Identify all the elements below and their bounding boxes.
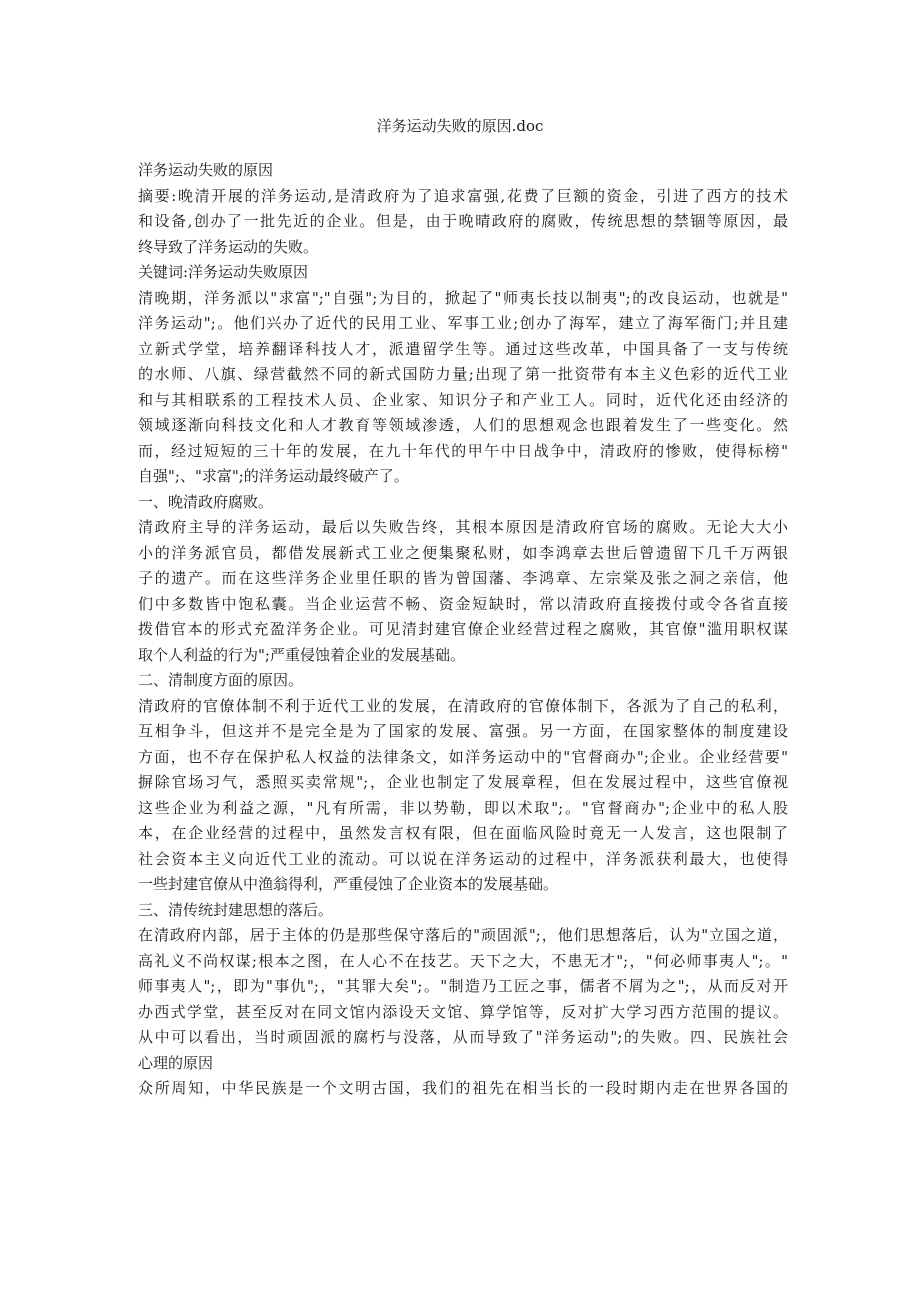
text-line: 领域逐渐向科技文化和人才教育等领域渗透，人们的思想观念也跟着发生了一些变化。然 <box>138 416 788 434</box>
text-line: 关键词:洋务运动失败原因 <box>138 263 309 281</box>
text-line: 摒除官场习气，悉照买卖常规";，企业也制定了发展章程，但在发展过程中，这些官僚视 <box>138 773 788 791</box>
text-line: 清政府主导的洋务运动，最后以失败告终，其根本原因是清政府官场的腐败。无论大大小 <box>138 518 788 536</box>
text-line: 立新式学堂，培养翻译科技人才，派遣留学生等。通过这些改革，中国具备了一支与传统 <box>138 339 788 358</box>
text-line: 方面，也不存在保护私人权益的法律条文，如洋务运动中的"官督商办";企业。企业经营要" <box>138 747 788 766</box>
text-line: 清政府的官僚体制不利于近代工业的发展，在清政府的官僚体制下，各派为了自己的私利， <box>138 696 788 715</box>
text-line: 办西式学堂，甚至反对在同文馆内添设天文馆、算学馆等，反对扩大学习西方范围的提议。 <box>138 1002 788 1021</box>
text-line: 洋务运动";。他们兴办了近代的民用工业、军事工业;创办了海军，建立了海军衙门;并且建 <box>138 314 788 332</box>
text-line: 众所周知，中华民族是一个文明古国，我们的祖先在相当长的一段时期内走在世界各国的 <box>138 1079 788 1097</box>
text-line: 互相争斗，但这并不是完全是为了国家的发展、富强。另一方面，在国家整体的制度建设 <box>138 722 788 740</box>
text-line: 拨借官本的形式充盈洋务企业。可见清封建官僚企业经营过程之腐败，其官僚"滥用职权谋 <box>138 620 788 638</box>
text-line: 这些企业为利益之源，"凡有所需，非以势勒，即以术取";。"官督商办";企业中的私人股 <box>138 798 788 817</box>
text-line: 师事夷人";，即为"事仇";，"其罪大矣";。"制造乃工匠之事，儒者不屑为之";，从而反对开 <box>138 977 788 995</box>
text-line: 一、晚清政府腐败。 <box>138 492 274 511</box>
text-line: 摘要:晚清开展的洋务运动,是清政府为了追求富强,花费了巨额的资金，引进了西方的技术 <box>138 186 788 205</box>
text-line: 高礼义不尚权谋;根本之图，在人心不在技艺。天下之大，不患无才";，"何必师事夷人";。" <box>138 951 788 970</box>
text-line: 小的洋务派官员，都借发展新式工业之便集聚私财，如李鸿章去世后曾遗留下几千万两银 <box>138 543 788 562</box>
text-line: 一些封建官僚从中渔翁得利，严重侵蚀了企业资本的发展基础。 <box>138 875 559 893</box>
text-line: 自强";、"求富";的洋务运动最终破产了。 <box>138 467 409 485</box>
text-line: 社会资本主义向近代工业的流动。可以说在洋务运动的过程中，洋务派获利最大，也使得 <box>138 849 788 868</box>
text-line: 终导致了洋务运动的失败。 <box>138 237 319 256</box>
text-line: 心理的原因 <box>138 1053 214 1072</box>
text-line: 三、清传统封建思想的落后。 <box>138 900 334 919</box>
text-line: 洋务运动失败的原因 <box>138 161 274 179</box>
text-line: 和与其相联系的工程技术人员、企业家、知识分子和产业工人。同时，近代化还由经济的 <box>138 390 788 409</box>
text-line: 的水师、八旗、绿营截然不同的新式国防力量;出现了第一批资带有本主义色彩的近代工业 <box>138 365 788 383</box>
document-body <box>138 158 788 1102</box>
text-line: 二、清制度方面的原因。 <box>138 671 304 689</box>
text-line: 子的遗产。而在这些洋务企业里任职的皆为曾国藩、李鸿章、左宗棠及张之洞之亲信，他 <box>138 569 788 587</box>
text-line: 清晚期，洋务派以"求富";"自强";为目的，掀起了"师夷长技以制夷";的改良运动，也就是" <box>138 288 788 307</box>
text-line: 们中多数皆中饱私囊。当企业运营不畅、资金短缺时，常以清政府直接拨付或令各省直接 <box>138 594 788 613</box>
document-title: 洋务运动失败的原因.doc <box>376 117 544 135</box>
text-line: 在清政府内部，居于主体的仍是那些保守落后的"顽固派";，他们思想落后，认为"立国之道， <box>138 926 788 944</box>
text-line: 本，在企业经营的过程中，虽然发言权有限，但在面临风险时竟无一人发言，这也限制了 <box>138 824 788 842</box>
text-line: 和设备,创办了一批先近的企业。但是，由于晚晴政府的腐败，传统思想的禁锢等原因，最 <box>138 212 788 230</box>
text-line: 而，经过短短的三十年的发展，在九十年代的甲午中日战争中，清政府的惨败，使得标榜" <box>138 441 788 460</box>
text-line: 从中可以看出，当时顽固派的腐朽与没落，从而导致了"洋务运动";的失败。四、民族社会 <box>138 1028 788 1046</box>
text-line: 取个人利益的行为";严重侵蚀着企业的发展基础。 <box>138 645 465 664</box>
